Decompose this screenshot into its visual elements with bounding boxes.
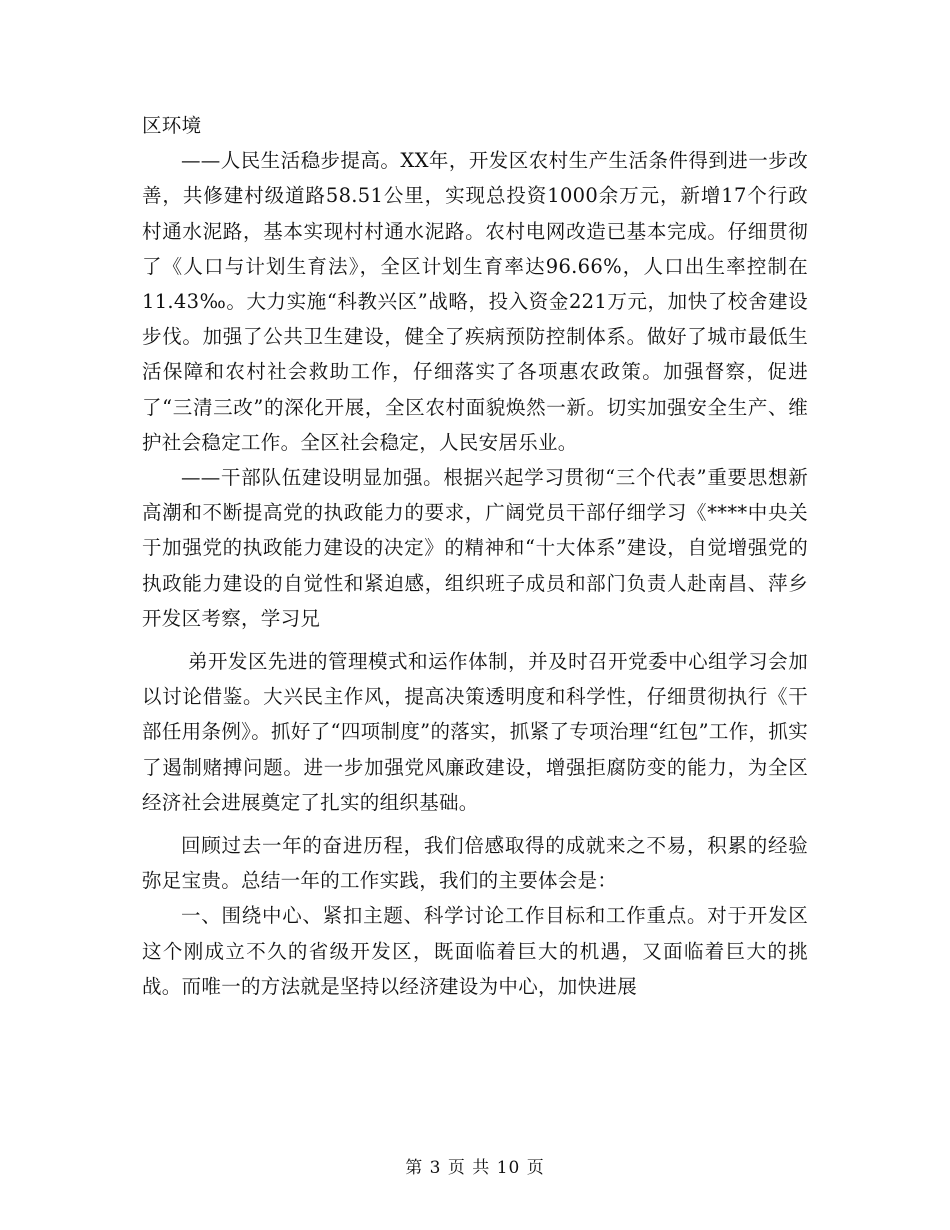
- document-body: [142, 108, 808, 1004]
- paragraph-continuation: 区环境: [142, 114, 202, 137]
- page-number-footer: 第 3 页 共 10 页: [405, 1158, 545, 1178]
- paragraph-section-one: 一、围绕中心、紧扣主题、科学讨论工作目标和工作重点。对于开发区这个刚成立不久的省级开发区，既面临着巨大的机遇，又面临着巨大的挑战。而唯一的方法就是坚持以经济建设为中心，加快进展: [142, 904, 808, 998]
- paragraph-review: 回顾过去一年的奋进历程，我们倍感取得的成就来之不易，积累的经验弥足宝贵。总结一年的工作实践，我们的主要体会是：: [142, 834, 808, 893]
- paragraph-living-standards: ——人民生活稳步提高。XX年，开发区农村生产生活条件得到进一步改善，共修建村级道路58.51公里，实现总投资1000余万元，新增17个行政村通水泥路，基本实现村村通水泥路。农村电网改造已基本完成。仔细贯彻了《人口与计划生育法》，全区计划生育率达96.66%，人口出生率控制在11.43‰。大力实施“科教兴区”战略，投入资金221万元，加快了校舍建设步伐。加强了公共卫生建设，健全了疾病预防控制体系。做好了城市最低生活保障和农村社会救助工作，仔细落实了各项惠农政策。加强督察，促进了“三清三改”的深化开展，全区农村面貌焕然一新。切实加强安全生产、维护社会稳定工作。全区社会稳定，人民安居乐业。: [142, 149, 808, 454]
- paragraph-management-model: 弟开发区先进的管理模式和运作体制，并及时召开党委中心组学习会加以讨论借鉴。大兴民主作风，提高决策透明度和科学性，仔细贯彻执行《干部任用条例》。抓好了“四项制度”的落实，抓紧了专项治理“红包”工作，抓实了遏制赌搏问题。进一步加强党风廉政建设，增强拒腐防变的能力，为全区经济社会进展奠定了扎实的组织基础。: [142, 650, 808, 814]
- paragraph-cadre-building: ——干部队伍建设明显加强。根据兴起学习贯彻“三个代表”重要思想新高潮和不断提高党的执政能力的要求，广阔党员干部仔细学习《****中央关于加强党的执政能力建设的决定》的精神和“十大体系”建设，自觉增强党的执政能力建设的自觉性和紧迫感，组织班子成员和部门负责人赴南昌、萍乡开发区考察，学习兄: [142, 466, 808, 630]
